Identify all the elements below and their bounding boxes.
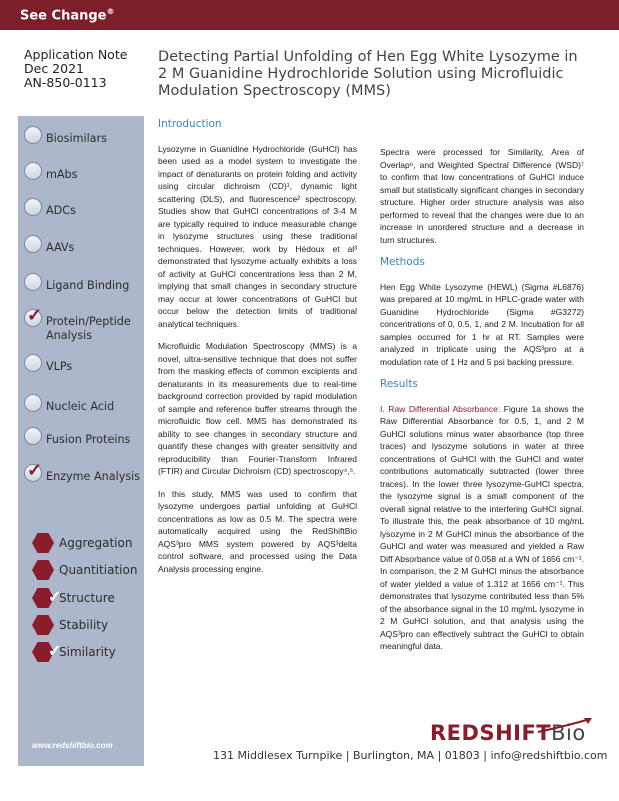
- column-left: [158, 118, 357, 585]
- circle-icon: [24, 394, 42, 412]
- attribute-quantitiation: Quantitiation: [32, 560, 137, 580]
- website-link[interactable]: www.redshiftbio.com: [32, 741, 113, 750]
- circle-icon: [24, 305, 43, 327]
- sidebar-item-protein-peptide: ✓ Protein/Peptide Analysis: [24, 309, 142, 343]
- hexagon-icon: [32, 533, 54, 553]
- attribute-aggregation: Aggregation: [32, 533, 132, 553]
- sidebar-item-fusion-proteins: Fusion Proteins: [24, 427, 130, 447]
- hexagon-icon: [32, 615, 54, 635]
- circle-icon: [24, 354, 42, 372]
- sidebar-item-mabs: mAbs: [24, 162, 77, 182]
- appnote-number: AN-850-0113: [24, 75, 107, 90]
- circle-icon: [24, 460, 43, 482]
- hexagon-icon: [32, 560, 54, 580]
- appnote-type: Application Note: [24, 47, 128, 62]
- checkmark-icon: ✓: [48, 589, 62, 606]
- application-note-info: [24, 48, 127, 90]
- section-heading-methods: Methods: [380, 256, 425, 268]
- appnote-date: Dec 2021: [24, 61, 84, 76]
- checkmark-icon: ✓: [27, 460, 43, 480]
- circle-icon: [24, 273, 42, 291]
- circle-icon: [24, 198, 42, 216]
- sidebar-item-adcs: ADCs: [24, 198, 76, 218]
- attribute-structure: ✓ Structure: [32, 588, 115, 608]
- checkmark-icon: ✓: [48, 643, 62, 660]
- section-heading-results: Results: [380, 378, 418, 390]
- section-heading-introduction: Introduction: [158, 118, 222, 130]
- sidebar-item-ligand-binding: Ligand Binding: [24, 273, 129, 293]
- intro-paragraph-2: Microfluidic Modulation Spectroscopy (MMS) is a novel, ultra-sensitive technique that does not suffer from the masking effects of common excipients and denaturants in its measurements due to real-time background correction provided by rapid modulation of sample and reference buffer streams through the microfluidic flow cell. MMS has demonstrated its ability to see changes in secondary structure and quantify these changes with greater sensitivity and reproducibility than Fourier-Transform Infrared (FTIR) and Circular Dichroism (CD) spectroscopy⁴,⁵.: [158, 341, 357, 476]
- spectra-paragraph: Spectra were processed for Similarity, Area of Overlap⁶, and Weighted Spectral Difference (WSD)⁷ to confirm that low concentrations of GuHCl induce small but statistically significant changes in secondary structure. Higher order structure analysis was also performed to reveal that the changes were due to an increase in unordered structure and a decrease in turn structures.: [380, 147, 584, 245]
- attribute-stability: Stability: [32, 615, 108, 635]
- column-right: [380, 146, 584, 663]
- sidebar-item-vlps: VLPs: [24, 354, 72, 374]
- intro-paragraph-1: Lysozyme in Guanidine Hydrochloride (GuHCl) has been used as a model system to investigate the impact of denaturants on protein folding and activity using circular dichroism (CD)¹, dynamic light scattering (DLS), and fluorescence² spectroscopy. Studies show that GuHCl concentrations of 3-4 M are typically required to induce measurable change in lysozyme structures using these traditional techniques. However, work by Hédoux et al³ demonstrated that lysozyme actually exhibits a loss of activity at GuHCl concentrations less than 2 M, implying that small changes in secondary structure may occur at lower concentrations of GuHCl but occur below the detection limits of traditional analytical techniques.: [158, 143, 357, 329]
- page-title: Detecting Partial Unfolding of Hen Egg White Lysozyme in 2 M Guanidine Hydrochloride Solution using Microfluidic Modulation Spectroscopy (MMS): [158, 49, 578, 99]
- logo-arrow-icon: [536, 716, 596, 734]
- sidebar-item-enzyme-analysis: ✓ Enzyme Analysis: [24, 464, 140, 484]
- circle-icon: [24, 162, 42, 180]
- circle-icon: [24, 427, 42, 445]
- attribute-similarity: ✓ Similarity: [32, 642, 116, 662]
- circle-icon: [24, 126, 42, 144]
- results-paragraph: I. Raw Differential Absorbance: Figure 1a shows the Raw Differential Absorbance for 0.5, 1, and 2 M GuHCl solutions minus water absorbance (top three traces) and lysozyme solutions in water at three concentrations of GuHCl with the GuHCl and water contributions automatically subtracted (lower three traces). In the lower three lysozyme-GuHCl spectra, the lysozyme signal is a small component of the overall signal relative to the interfering GuHCl signal. To illustrate this, the peak absorbance of 10 mg/mL lysozyme in 2 M GuHCl minus the absorbance of the GuHCl and water was measured and yielded a Raw Diff Absorbance value of 0.058 at a WN of 1656 cm⁻¹. In comparison, the 2 M GuHCl minus the absorbance of water yielded a value of 1.312 at 1656 cm⁻¹. This demonstrates that lysozyme contributed less than 5% of the absorbance signal in the 10 mg/mL lysozyme in 2 M GuHCl solution, and that analysis using the AQS³pro can effectively subtract the GuHCl to obtain meaningful data.: [380, 403, 585, 651]
- footer-address: 131 Middlesex Turnpike | Burlington, MA | 01803 | info@redshiftbio.com: [213, 749, 608, 762]
- sidebar-item-biosimilars: Biosimilars: [24, 126, 107, 146]
- redshiftbio-logo: REDSHIFTBio: [430, 721, 586, 745]
- sidebar-item-aavs: AAVs: [24, 235, 74, 255]
- sidebar: [18, 116, 144, 766]
- results-lead: I. Raw Differential Absorbance:: [380, 403, 501, 414]
- brand-tagline: See Change®: [20, 7, 115, 24]
- intro-paragraph-3: In this study, MMS was used to confirm that lysozyme undergoes partial unfolding at GuHCl concentrations as low as 0.5 M. The spectra were automatically acquired using the RedShiftBio AQS³pro MMS system powered by AQS³delta control software, and processed using the Data Analysis processing engine.: [158, 488, 357, 574]
- sidebar-item-nucleic-acid: Nucleic Acid: [24, 394, 114, 414]
- circle-icon: [24, 235, 42, 253]
- top-banner: [0, 0, 619, 30]
- methods-paragraph: Hen Egg White Lysozyme (HEWL) (Sigma #L6876) was prepared at 10 mg/mL in HPLC-grade water with Guanidine Hydrochloride (Sigma #G3272) concentrations of 0, 0.5, 1, and 2 M. Incubation for all samples occurred for 1 hr at RT. Samples were analyzed in triplicate using the AQS³pro at a modulation rate of 1 Hz and 5 psi backing pressure.: [380, 281, 584, 367]
- checkmark-icon: ✓: [27, 305, 43, 325]
